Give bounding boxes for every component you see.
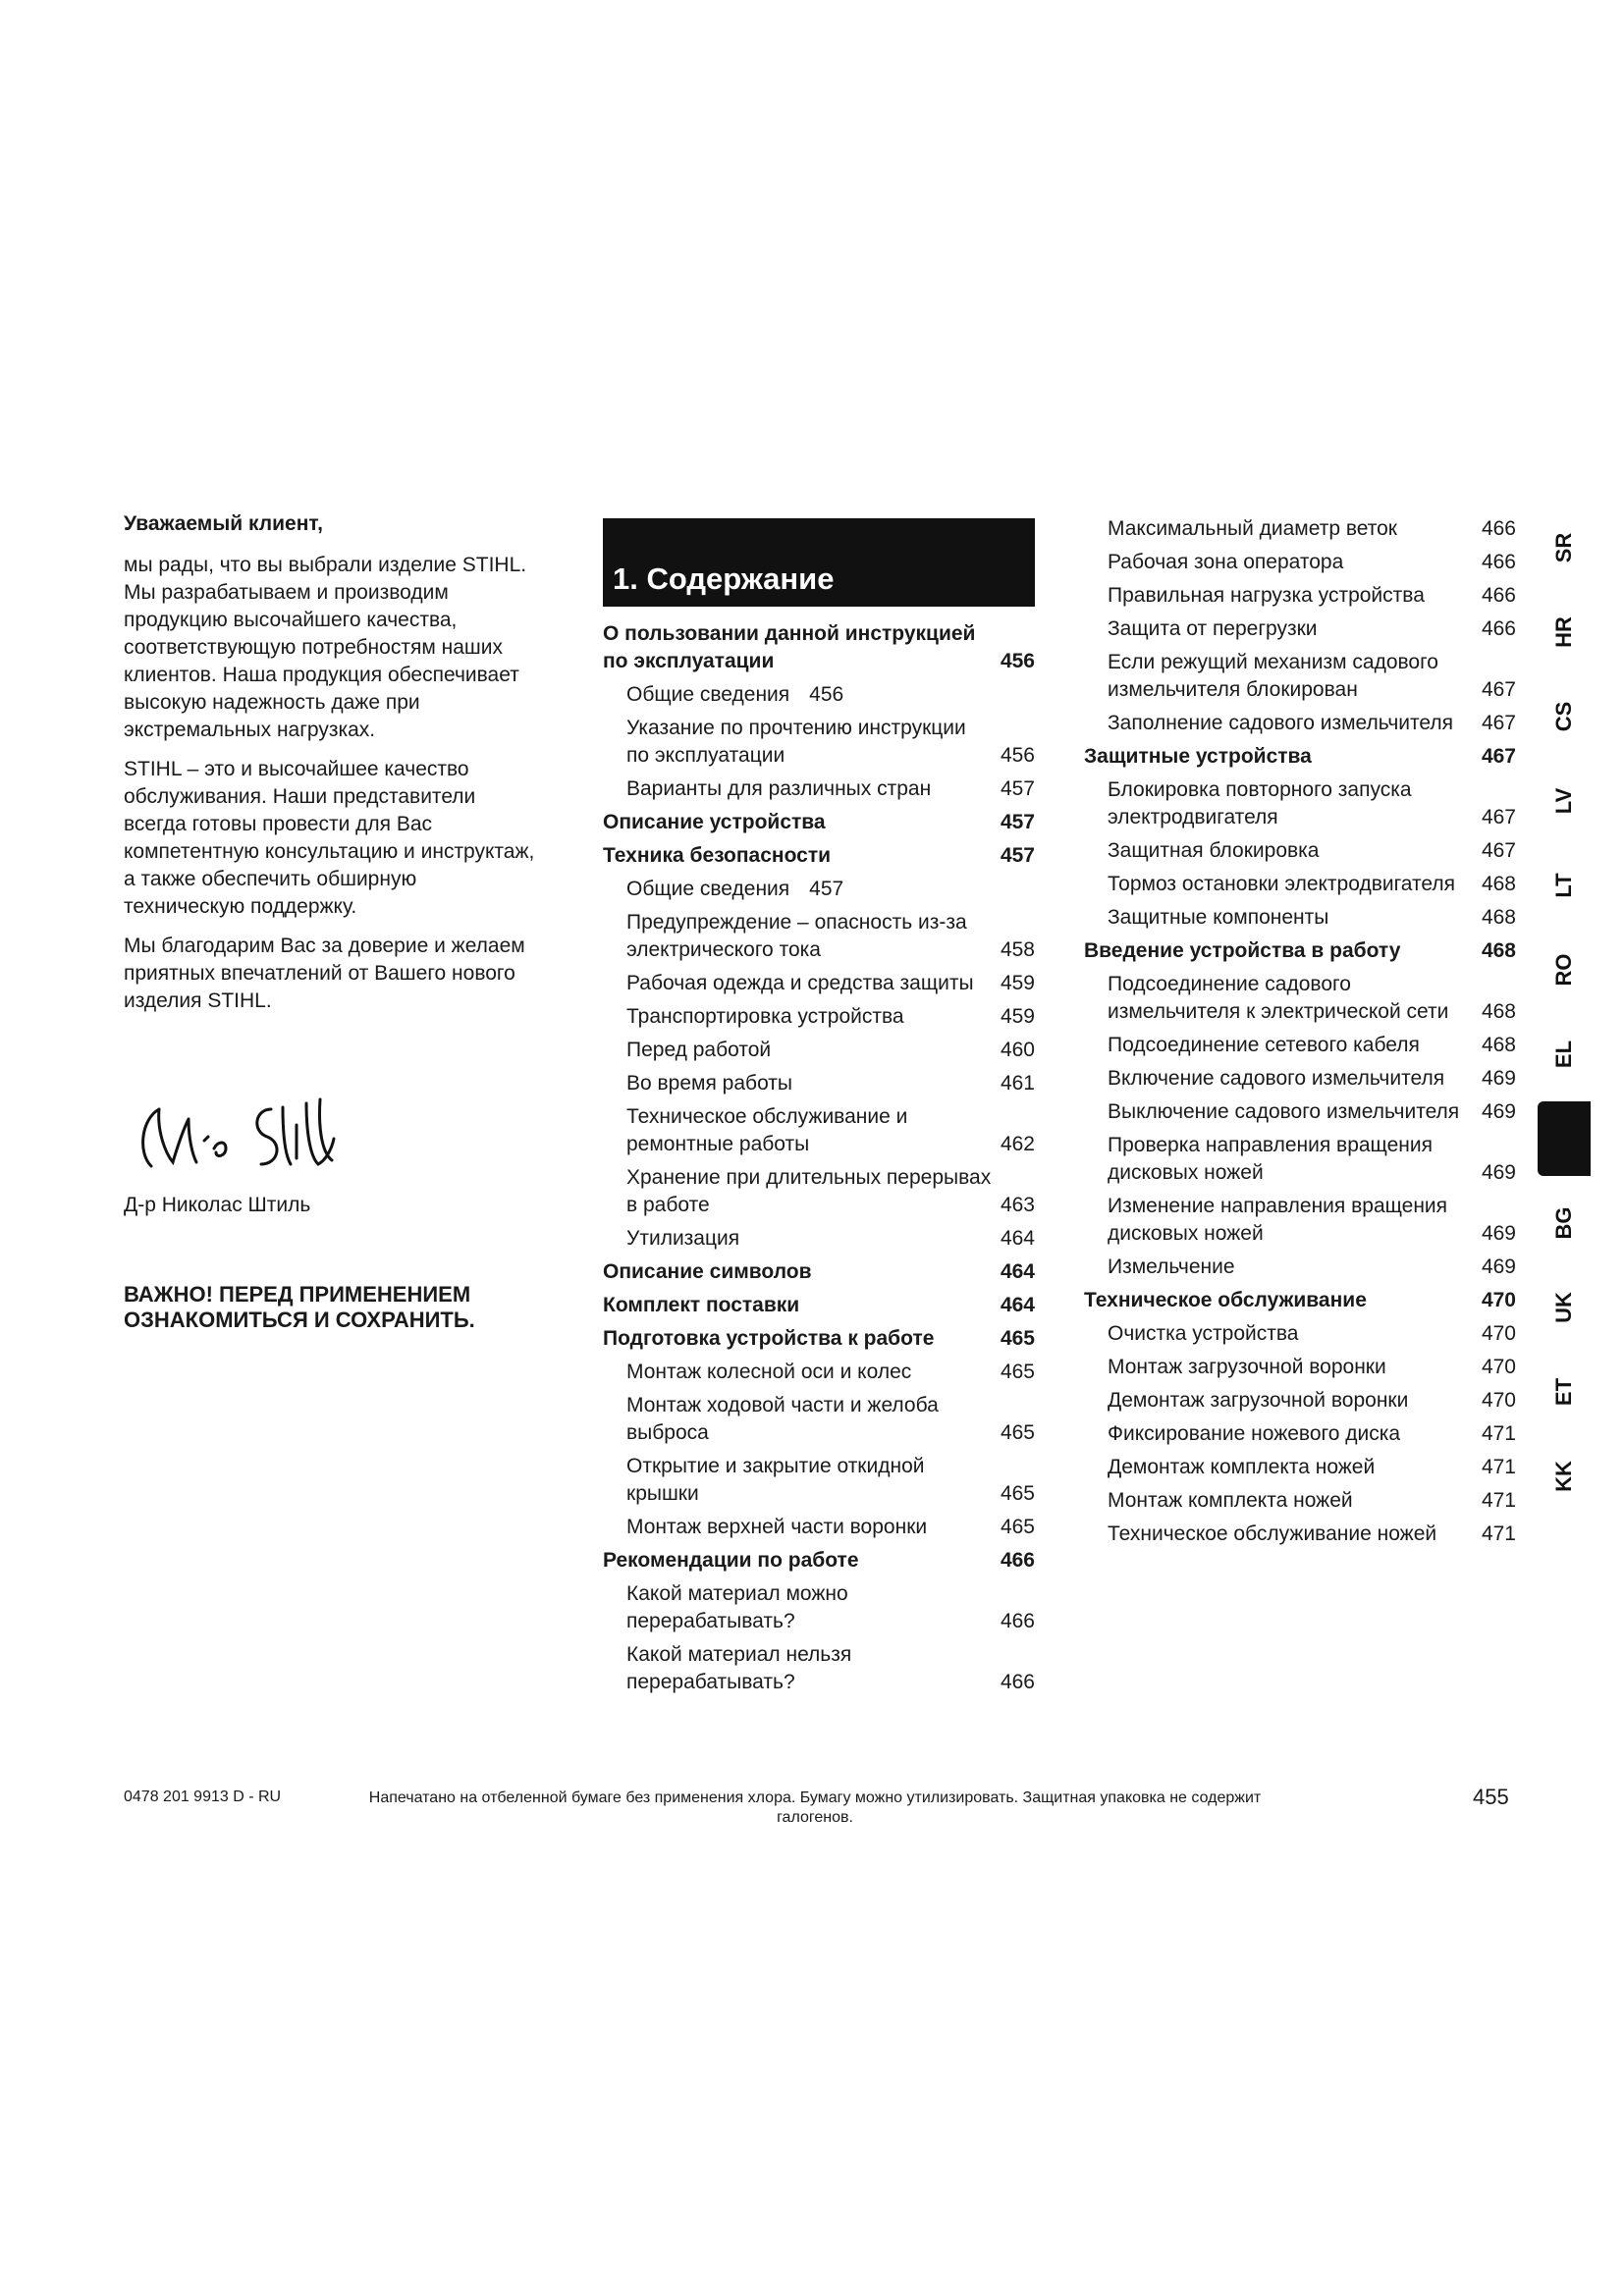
toc-entry bbox=[603, 1103, 1035, 1158]
toc-entry-title: Техническое обслуживание и ремонтные работы bbox=[626, 1105, 908, 1155]
toc-entry bbox=[1084, 776, 1516, 831]
language-tab-label: BG bbox=[1551, 1206, 1576, 1240]
signature-image bbox=[124, 1080, 359, 1188]
toc-entry-title: Техническое обслуживание ножей bbox=[1108, 1522, 1437, 1545]
toc-entry-page: 457 bbox=[1000, 777, 1035, 800]
language-tab-label: UK bbox=[1551, 1292, 1576, 1323]
language-tab-uk bbox=[1538, 1270, 1591, 1345]
toc-entry-title: Какой материал можно перерабатывать? bbox=[626, 1582, 848, 1632]
important-notice: ВАЖНО! ПЕРЕД ПРИМЕНЕНИЕМ ОЗНАКОМИТЬСЯ И СОХРАНИТЬ. bbox=[124, 1282, 475, 1332]
toc-entry-title: Введение устройства в работу bbox=[1084, 939, 1401, 962]
toc-entry-page: 469 bbox=[1481, 1067, 1516, 1090]
language-tabs bbox=[1538, 510, 1591, 1522]
toc-entry bbox=[603, 1037, 1035, 1064]
toc-entry-title: Демонтаж загрузочной воронки bbox=[1108, 1389, 1409, 1412]
toc-entry bbox=[1084, 1065, 1516, 1093]
language-tab-el bbox=[1538, 1017, 1591, 1092]
toc-entry bbox=[1084, 904, 1516, 932]
toc-entry bbox=[603, 970, 1035, 997]
toc-entry bbox=[603, 1292, 1035, 1319]
toc-entry bbox=[1084, 615, 1516, 643]
toc-entry-title: Монтаж загрузочной воронки bbox=[1108, 1356, 1386, 1378]
toc-entry bbox=[1084, 1193, 1516, 1248]
toc-entry-title: Рекомендации по работе bbox=[603, 1549, 859, 1572]
toc-entry bbox=[1084, 1521, 1516, 1548]
intro-paragraph-1: мы рады, что вы выбрали изделие STIHL. Мы разрабатываем и производим продукцию высочайшего качества, соответствующую потребностям наших клиентов. Наша продукция обеспечивает высокую надежность даже при экстремальных нагрузках. bbox=[124, 554, 527, 741]
toc-entry-page: 468 bbox=[1481, 906, 1516, 929]
toc-entry-page: 466 bbox=[1481, 551, 1516, 573]
toc-entry-page: 467 bbox=[1481, 712, 1516, 734]
toc-entry-title: Подсоединение сетевого кабеля bbox=[1108, 1034, 1420, 1056]
toc-entry-page: 465 bbox=[1000, 1421, 1035, 1444]
toc-entry-title: Указание по прочтению инструкции по эксплуатации bbox=[626, 717, 966, 767]
toc-entry-page: 465 bbox=[1000, 1361, 1035, 1383]
toc-entry-title: Монтаж ходовой части и желоба выброса bbox=[626, 1394, 939, 1444]
toc-column-right bbox=[1084, 515, 1516, 1554]
toc-entry-page: 467 bbox=[1481, 678, 1516, 701]
toc-entry-page: 464 bbox=[1000, 1260, 1035, 1283]
toc-entry-page: 469 bbox=[1481, 1100, 1516, 1123]
toc-entry bbox=[1084, 743, 1516, 771]
printing-note: Напечатано на отбеленной бумаге без применения хлора. Бумагу можно утилизировать. Защитная упаковка не содержит галогенов. bbox=[368, 1789, 1262, 1826]
toc-entry-title: Рабочая одежда и средства защиты bbox=[626, 972, 974, 994]
language-tab-lv bbox=[1538, 764, 1591, 838]
toc-entry-title: Транспортировка устройства bbox=[626, 1005, 904, 1028]
toc-entry bbox=[1084, 649, 1516, 704]
toc-entry-page: 465 bbox=[1000, 1516, 1035, 1538]
toc-entry bbox=[603, 681, 1035, 709]
toc-entry-page: 470 bbox=[1481, 1322, 1516, 1345]
toc-entry-title: Максимальный диаметр веток bbox=[1108, 517, 1397, 540]
toc-entry-page: 464 bbox=[1000, 1227, 1035, 1250]
toc-entry-page: 456 bbox=[809, 683, 844, 706]
toc-entry-title: Варианты для различных стран bbox=[626, 777, 932, 800]
toc-entry-page: 466 bbox=[1481, 517, 1516, 540]
language-tab-bg bbox=[1538, 1186, 1591, 1260]
toc-entry-page: 457 bbox=[809, 878, 844, 900]
toc-entry-page: 471 bbox=[1481, 1422, 1516, 1445]
toc-entry bbox=[1084, 1132, 1516, 1187]
toc-entry-title: Подсоединение садового измельчителя к электрической сети bbox=[1108, 973, 1449, 1023]
toc-entry-page: 463 bbox=[1000, 1194, 1035, 1216]
language-tab-label: KK bbox=[1551, 1461, 1576, 1492]
toc-entry-page: 468 bbox=[1481, 939, 1516, 962]
toc-entry bbox=[1084, 1098, 1516, 1126]
toc-entry-title: Описание символов bbox=[603, 1260, 812, 1283]
language-tab-et bbox=[1538, 1355, 1591, 1429]
language-tab-ro bbox=[1538, 933, 1591, 1007]
toc-entry-page: 467 bbox=[1481, 839, 1516, 862]
toc-entry bbox=[1084, 515, 1516, 543]
toc-entry-page: 466 bbox=[1000, 1610, 1035, 1632]
toc-entry bbox=[1084, 937, 1516, 965]
toc-entry-title: Монтаж комплекта ножей bbox=[1108, 1489, 1353, 1512]
language-tab-label: CS bbox=[1551, 701, 1576, 732]
toc-entry-title: Утилизация bbox=[626, 1227, 740, 1250]
toc-entry-title: Демонтаж комплекта ножей bbox=[1108, 1456, 1376, 1478]
toc-entry bbox=[603, 1258, 1035, 1286]
toc-entry-page: 465 bbox=[1000, 1327, 1035, 1350]
toc-entry-title: Выключение садового измельчителя bbox=[1108, 1100, 1460, 1123]
toc-entry bbox=[603, 809, 1035, 836]
toc-entry bbox=[603, 876, 1035, 903]
toc-entry-page: 469 bbox=[1481, 1255, 1516, 1278]
toc-title: 1. Содержание bbox=[613, 561, 835, 596]
toc-entry bbox=[603, 1164, 1035, 1219]
toc-entry bbox=[603, 1453, 1035, 1508]
toc-entry-page: 468 bbox=[1481, 873, 1516, 895]
toc-entry bbox=[603, 1325, 1035, 1353]
toc-entry bbox=[603, 620, 1035, 675]
toc-entry-page: 465 bbox=[1000, 1482, 1035, 1505]
toc-entry bbox=[603, 715, 1035, 770]
toc-entry bbox=[1084, 971, 1516, 1026]
toc-entry bbox=[1084, 1354, 1516, 1381]
toc-entry-page: 461 bbox=[1000, 1072, 1035, 1095]
toc-entry bbox=[603, 1392, 1035, 1447]
toc-entry bbox=[1084, 1254, 1516, 1281]
toc-entry-title: Проверка направления вращения дисковых ножей bbox=[1108, 1134, 1433, 1184]
toc-entry-page: 460 bbox=[1000, 1039, 1035, 1061]
language-tab-lt bbox=[1538, 848, 1591, 923]
toc-entry-title: Предупреждение – опасность из-за электрического тока bbox=[626, 911, 967, 961]
toc-entry-title: Блокировка повторного запуска электродвигателя bbox=[1108, 778, 1412, 828]
toc-entry-page: 457 bbox=[1000, 844, 1035, 867]
toc-entry-page: 466 bbox=[1000, 1671, 1035, 1693]
toc-entry bbox=[603, 1514, 1035, 1541]
toc-entry-page: 459 bbox=[1000, 972, 1035, 994]
language-tab-ru bbox=[1538, 1101, 1591, 1176]
toc-entry bbox=[603, 1003, 1035, 1031]
toc-entry-title: Если режущий механизм садового измельчителя блокирован bbox=[1108, 651, 1438, 701]
page-number: 455 bbox=[1473, 1785, 1509, 1809]
toc-entry-title: Техническое обслуживание bbox=[1084, 1289, 1367, 1311]
toc-entry bbox=[1084, 710, 1516, 737]
toc-entry-title: Защита от перегрузки bbox=[1108, 617, 1318, 640]
toc-entry bbox=[603, 909, 1035, 964]
language-tab-label: ET bbox=[1551, 1377, 1576, 1407]
toc-entry-page: 470 bbox=[1481, 1389, 1516, 1412]
toc-entry-page: 468 bbox=[1481, 1034, 1516, 1056]
language-tab-label: LV bbox=[1551, 787, 1576, 815]
toc-entry bbox=[603, 1359, 1035, 1386]
toc-entry-title: Правильная нагрузка устройства bbox=[1108, 584, 1425, 607]
toc-entry-page: 469 bbox=[1481, 1222, 1516, 1245]
toc-entry-title: Защитная блокировка bbox=[1108, 839, 1320, 862]
toc-entry-title: Включение садового измельчителя bbox=[1108, 1067, 1445, 1090]
toc-entry bbox=[1084, 582, 1516, 610]
toc-entry-page: 471 bbox=[1481, 1522, 1516, 1545]
toc-entry bbox=[603, 1580, 1035, 1635]
language-tab-label: HR bbox=[1551, 616, 1576, 648]
greeting: Уважаемый клиент, bbox=[124, 512, 323, 535]
toc-entry-title: Техника безопасности bbox=[603, 844, 832, 867]
language-tab-label: EL bbox=[1551, 1040, 1576, 1069]
toc-entry-page: 467 bbox=[1481, 806, 1516, 828]
intro-paragraph-2: STIHL – это и высочайшее качество обслуживания. Наши представители всегда готовы провести для Вас компетентную консультацию и инструктаж, а также обеспечить обширную техническую поддержку. bbox=[124, 758, 535, 918]
document-code: 0478 201 9913 D - RU bbox=[124, 1789, 282, 1805]
intro-paragraph-3: Мы благодарим Вас за доверие и желаем приятных впечатлений от Вашего нового изделия STIHL. bbox=[124, 934, 525, 1012]
toc-entry bbox=[603, 1070, 1035, 1097]
toc-entry-page: 466 bbox=[1000, 1549, 1035, 1572]
toc-entry bbox=[1084, 1032, 1516, 1059]
toc-entry-page: 471 bbox=[1481, 1456, 1516, 1478]
toc-entry-page: 457 bbox=[1000, 811, 1035, 833]
toc-entry-title: Монтаж верхней части воронки bbox=[626, 1516, 928, 1538]
toc-entry bbox=[1084, 1320, 1516, 1348]
toc-entry-page: 469 bbox=[1481, 1161, 1516, 1184]
toc-entry bbox=[1084, 871, 1516, 898]
toc-entry-title: Подготовка устройства к работе bbox=[603, 1327, 935, 1350]
toc-entry-title: О пользовании данной инструкцией по эксплуатации bbox=[603, 622, 976, 672]
signer-name: Д-р Николас Штиль bbox=[124, 1194, 311, 1216]
toc-entry-title: Заполнение садового измельчителя bbox=[1108, 712, 1453, 734]
toc-entry-page: 471 bbox=[1481, 1489, 1516, 1512]
toc-entry-title: Комплект поставки bbox=[603, 1294, 800, 1316]
toc-entry-title: Тормоз остановки электродвигателя bbox=[1108, 873, 1455, 895]
toc-entry-title: Очистка устройства bbox=[1108, 1322, 1299, 1345]
toc-entry-title: Хранение при длительных перерывах в работе bbox=[626, 1166, 992, 1216]
toc-entry-title: Рабочая зона оператора bbox=[1108, 551, 1344, 573]
toc-entry-title: Изменение направления вращения дисковых ножей bbox=[1108, 1195, 1448, 1245]
toc-entry bbox=[603, 1547, 1035, 1575]
toc-entry bbox=[603, 775, 1035, 803]
language-tab-sr bbox=[1538, 510, 1591, 585]
toc-entry bbox=[1084, 1387, 1516, 1415]
toc-entry-title: Общие сведения bbox=[626, 683, 790, 706]
toc-entry-title: Монтаж колесной оси и колес bbox=[626, 1361, 912, 1383]
toc-entry-page: 458 bbox=[1000, 938, 1035, 961]
intro-letter bbox=[124, 510, 536, 1027]
toc-entry-title: Защитные устройства bbox=[1084, 745, 1312, 768]
toc-entry bbox=[1084, 1420, 1516, 1448]
toc-entry bbox=[603, 1641, 1035, 1696]
language-tab-label: LT bbox=[1551, 873, 1576, 898]
language-tab-cs bbox=[1538, 679, 1591, 754]
toc-entry-title: Измельчение bbox=[1108, 1255, 1235, 1278]
toc-entry-page: 466 bbox=[1481, 617, 1516, 640]
toc-entry bbox=[1084, 1287, 1516, 1314]
toc-entry-page: 470 bbox=[1481, 1356, 1516, 1378]
toc-entry-page: 468 bbox=[1481, 1000, 1516, 1023]
toc-entry-page: 459 bbox=[1000, 1005, 1035, 1028]
toc-entry-page: 462 bbox=[1000, 1133, 1035, 1155]
toc-entry-title: Во время работы bbox=[626, 1072, 792, 1095]
toc-entry-title: Общие сведения bbox=[626, 878, 790, 900]
toc-entry-title: Открытие и закрытие откидной крышки bbox=[626, 1455, 925, 1505]
toc-entry-page: 456 bbox=[1000, 744, 1035, 767]
toc-entry-page: 456 bbox=[1000, 650, 1035, 672]
toc-entry bbox=[1084, 549, 1516, 576]
language-tab-label: RO bbox=[1551, 953, 1576, 987]
toc-entry-page: 464 bbox=[1000, 1294, 1035, 1316]
toc-entry bbox=[1084, 1454, 1516, 1481]
toc-entry bbox=[603, 842, 1035, 870]
toc-entry-title: Защитные компоненты bbox=[1108, 906, 1329, 929]
toc-entry-title: Фиксирование ножевого диска bbox=[1108, 1422, 1401, 1445]
language-tab-kk bbox=[1538, 1439, 1591, 1514]
toc-column-left bbox=[603, 620, 1035, 1702]
toc-entry-title: Перед работой bbox=[626, 1039, 772, 1061]
language-tab-label: SR bbox=[1551, 532, 1576, 563]
toc-entry bbox=[603, 1225, 1035, 1253]
toc-entry bbox=[1084, 1487, 1516, 1515]
language-tab-hr bbox=[1538, 595, 1591, 669]
toc-header bbox=[603, 518, 1035, 607]
toc-entry-title: Какой материал нельзя перерабатывать? bbox=[626, 1643, 852, 1693]
toc-entry-page: 467 bbox=[1481, 745, 1516, 768]
toc-entry-page: 470 bbox=[1481, 1289, 1516, 1311]
toc-entry bbox=[1084, 837, 1516, 865]
toc-entry-page: 466 bbox=[1481, 584, 1516, 607]
toc-entry-title: Описание устройства bbox=[603, 811, 826, 833]
